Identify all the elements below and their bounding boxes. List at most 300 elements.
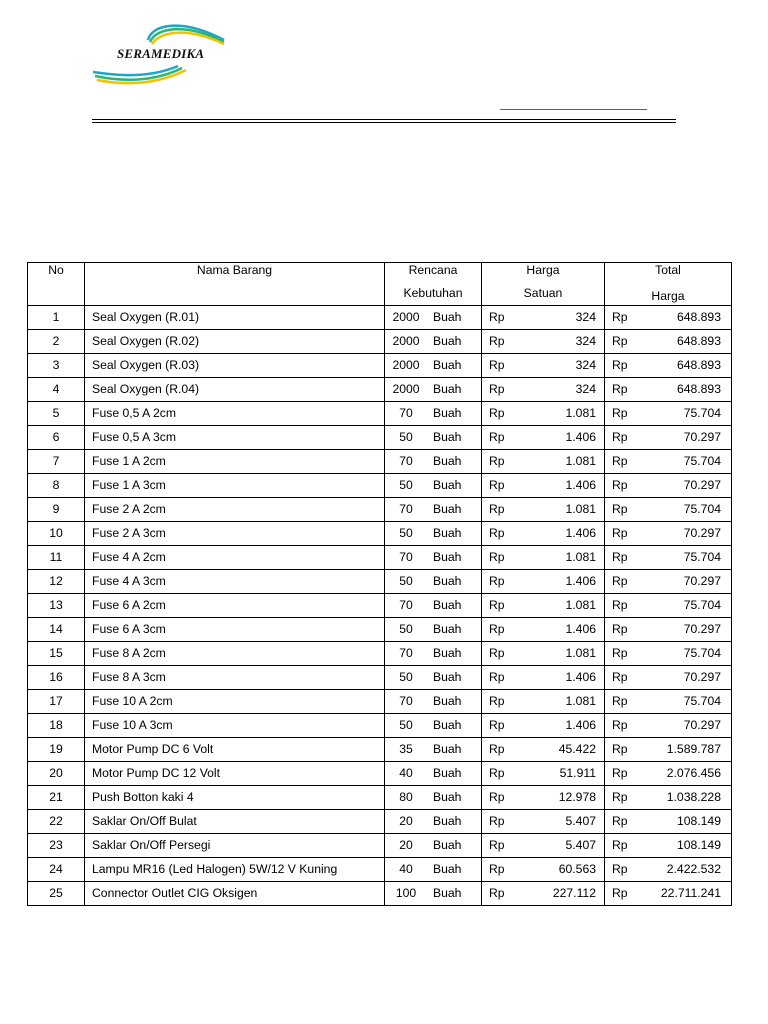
header-no <box>28 263 85 306</box>
row-qty: 70 <box>399 502 413 516</box>
row-unit: Buah <box>433 670 462 684</box>
row-item-name: Fuse 1 A 3cm <box>85 474 385 498</box>
row-unit: Buah <box>433 358 462 372</box>
row-total-cell <box>605 642 732 666</box>
row-total-currency: Rp <box>612 886 628 900</box>
row-unit: Buah <box>433 430 462 444</box>
row-qty: 20 <box>399 814 413 828</box>
header-qty-line1: Rencana <box>408 263 458 277</box>
row-price-currency: Rp <box>489 502 505 516</box>
row-price-currency: Rp <box>489 718 505 732</box>
row-price: 1.406 <box>565 526 596 540</box>
row-unit: Buah <box>433 862 462 876</box>
row-qty-cell <box>385 882 482 906</box>
row-price: 1.081 <box>565 454 596 468</box>
table-row <box>28 882 732 906</box>
row-price-currency: Rp <box>489 790 505 804</box>
row-no: 16 <box>28 666 85 690</box>
row-price-cell <box>482 786 605 810</box>
row-total-currency: Rp <box>612 382 628 396</box>
row-unit: Buah <box>433 766 462 780</box>
row-price-currency: Rp <box>489 478 505 492</box>
row-qty: 80 <box>399 790 413 804</box>
row-no: 6 <box>28 426 85 450</box>
row-qty: 70 <box>399 406 413 420</box>
row-price: 51.911 <box>559 766 596 780</box>
row-qty: 40 <box>399 862 413 876</box>
row-total: 70.297 <box>683 718 721 732</box>
row-total-currency: Rp <box>612 622 628 636</box>
row-price-cell <box>482 666 605 690</box>
row-price-cell <box>482 306 605 330</box>
row-total-currency: Rp <box>612 574 628 588</box>
row-total-currency: Rp <box>612 454 628 468</box>
row-qty-cell <box>385 474 482 498</box>
row-total-cell <box>605 786 732 810</box>
header-price-line2: Satuan <box>523 286 563 300</box>
row-total-cell <box>605 450 732 474</box>
row-item-name: Fuse 10 A 3cm <box>85 714 385 738</box>
table-row <box>28 498 732 522</box>
row-unit: Buah <box>433 838 462 852</box>
row-total: 108.149 <box>676 814 721 828</box>
row-total: 75.704 <box>683 598 721 612</box>
row-qty-cell <box>385 786 482 810</box>
row-unit: Buah <box>433 334 462 348</box>
row-qty-cell <box>385 618 482 642</box>
table-row <box>28 714 732 738</box>
row-no: 21 <box>28 786 85 810</box>
row-total: 70.297 <box>683 670 721 684</box>
row-total-currency: Rp <box>612 814 628 828</box>
row-qty: 70 <box>399 694 413 708</box>
row-price: 1.406 <box>565 718 596 732</box>
row-unit: Buah <box>433 310 462 324</box>
row-item-name: Fuse 8 A 3cm <box>85 666 385 690</box>
row-qty-cell <box>385 690 482 714</box>
row-item-name: Fuse 2 A 2cm <box>85 498 385 522</box>
row-qty-cell <box>385 378 482 402</box>
row-no: 18 <box>28 714 85 738</box>
row-price-cell <box>482 858 605 882</box>
table-row <box>28 402 732 426</box>
row-total-cell <box>605 618 732 642</box>
row-total-cell <box>605 858 732 882</box>
row-price: 324 <box>575 358 596 372</box>
row-price-cell <box>482 378 605 402</box>
row-item-name: Seal Oxygen (R.02) <box>85 330 385 354</box>
row-total-currency: Rp <box>612 598 628 612</box>
row-item-name: Fuse 6 A 2cm <box>85 594 385 618</box>
row-total: 648.893 <box>676 334 721 348</box>
row-total: 75.704 <box>683 646 721 660</box>
row-item-name: Saklar On/Off Bulat <box>85 810 385 834</box>
row-price-cell <box>482 426 605 450</box>
row-unit: Buah <box>433 694 462 708</box>
row-qty-cell <box>385 402 482 426</box>
row-no: 17 <box>28 690 85 714</box>
row-no: 19 <box>28 738 85 762</box>
row-total: 2.076.456 <box>666 766 721 780</box>
row-price: 1.081 <box>565 694 596 708</box>
row-no: 1 <box>28 306 85 330</box>
row-item-name: Fuse 4 A 3cm <box>85 570 385 594</box>
row-item-name: Fuse 4 A 2cm <box>85 546 385 570</box>
row-qty: 35 <box>399 742 413 756</box>
row-price-cell <box>482 474 605 498</box>
row-total-currency: Rp <box>612 310 628 324</box>
row-price-currency: Rp <box>489 310 505 324</box>
row-qty-cell <box>385 834 482 858</box>
row-item-name: Connector Outlet CIG Oksigen <box>85 882 385 906</box>
row-no: 3 <box>28 354 85 378</box>
row-qty: 20 <box>399 838 413 852</box>
table-row <box>28 426 732 450</box>
row-qty: 50 <box>399 574 413 588</box>
row-item-name: Fuse 6 A 3cm <box>85 618 385 642</box>
logo-text: SERAMEDIKA <box>117 46 205 61</box>
header-total-line2: Harga <box>651 289 685 303</box>
row-qty-cell <box>385 762 482 786</box>
row-total: 1.038.228 <box>666 790 721 804</box>
row-total: 70.297 <box>683 430 721 444</box>
row-price-currency: Rp <box>489 550 505 564</box>
row-total: 648.893 <box>676 310 721 324</box>
row-unit: Buah <box>433 406 462 420</box>
row-item-name: Push Botton kaki 4 <box>85 786 385 810</box>
row-price-cell <box>482 330 605 354</box>
row-item-name: Seal Oxygen (R.01) <box>85 306 385 330</box>
table-row <box>28 354 732 378</box>
row-qty: 50 <box>399 670 413 684</box>
row-qty: 50 <box>399 526 413 540</box>
company-logo <box>90 20 230 86</box>
row-total-cell <box>605 714 732 738</box>
table-row <box>28 738 732 762</box>
row-item-name: Fuse 10 A 2cm <box>85 690 385 714</box>
row-price-currency: Rp <box>489 454 505 468</box>
row-item-name: Seal Oxygen (R.03) <box>85 354 385 378</box>
row-total-cell <box>605 690 732 714</box>
row-total-currency: Rp <box>612 406 628 420</box>
row-unit: Buah <box>433 886 462 900</box>
item-table <box>27 262 732 906</box>
row-price: 324 <box>575 310 596 324</box>
row-qty: 50 <box>399 478 413 492</box>
row-qty: 70 <box>399 646 413 660</box>
row-item-name: Motor Pump DC 6 Volt <box>85 738 385 762</box>
row-price-cell <box>482 834 605 858</box>
row-no: 9 <box>28 498 85 522</box>
row-unit: Buah <box>433 574 462 588</box>
row-total-cell <box>605 738 732 762</box>
row-total-currency: Rp <box>612 742 628 756</box>
row-total-cell <box>605 522 732 546</box>
row-total-currency: Rp <box>612 358 628 372</box>
row-price: 324 <box>575 382 596 396</box>
row-price-cell <box>482 690 605 714</box>
row-price-currency: Rp <box>489 742 505 756</box>
header-rule-bottom <box>92 122 676 123</box>
row-price: 60.563 <box>558 862 596 876</box>
row-price-cell <box>482 498 605 522</box>
row-price: 1.406 <box>565 430 596 444</box>
row-unit: Buah <box>433 382 462 396</box>
row-no: 23 <box>28 834 85 858</box>
table-row <box>28 858 732 882</box>
row-total-currency: Rp <box>612 862 628 876</box>
row-price-currency: Rp <box>489 526 505 540</box>
row-price-cell <box>482 882 605 906</box>
row-price: 1.081 <box>565 502 596 516</box>
row-total: 1.589.787 <box>666 742 721 756</box>
header-qty-line2: Kebutuhan <box>403 286 463 300</box>
row-no: 7 <box>28 450 85 474</box>
row-qty-cell <box>385 522 482 546</box>
header-price <box>482 263 605 306</box>
row-item-name: Fuse 2 A 3cm <box>85 522 385 546</box>
row-price: 1.081 <box>565 550 596 564</box>
row-item-name: Fuse 0,5 A 3cm <box>85 426 385 450</box>
header-no-label: No <box>48 263 64 277</box>
row-qty: 40 <box>399 766 413 780</box>
row-item-name: Seal Oxygen (R.04) <box>85 378 385 402</box>
row-qty: 50 <box>399 430 413 444</box>
row-no: 4 <box>28 378 85 402</box>
row-total-cell <box>605 402 732 426</box>
row-qty-cell <box>385 426 482 450</box>
table-row <box>28 330 732 354</box>
row-unit: Buah <box>433 622 462 636</box>
row-total-currency: Rp <box>612 550 628 564</box>
header-name <box>85 263 385 306</box>
row-no: 10 <box>28 522 85 546</box>
row-price-currency: Rp <box>489 838 505 852</box>
row-unit: Buah <box>433 742 462 756</box>
row-price-currency: Rp <box>489 862 505 876</box>
row-price-cell <box>482 714 605 738</box>
row-total: 75.704 <box>683 406 721 420</box>
header-qty <box>385 263 482 306</box>
row-qty-cell <box>385 666 482 690</box>
row-price-cell <box>482 762 605 786</box>
row-total-cell <box>605 882 732 906</box>
row-qty-cell <box>385 714 482 738</box>
row-total: 22.711.241 <box>660 886 721 900</box>
row-total: 70.297 <box>683 526 721 540</box>
table-row <box>28 834 732 858</box>
row-unit: Buah <box>433 550 462 564</box>
row-price-currency: Rp <box>489 574 505 588</box>
row-qty: 50 <box>399 622 413 636</box>
row-price-currency: Rp <box>489 382 505 396</box>
header-name-label: Nama Barang <box>196 263 273 277</box>
row-no: 22 <box>28 810 85 834</box>
row-qty: 70 <box>399 550 413 564</box>
row-price-currency: Rp <box>489 622 505 636</box>
row-price-cell <box>482 402 605 426</box>
row-price-currency: Rp <box>489 646 505 660</box>
row-no: 24 <box>28 858 85 882</box>
row-price: 1.081 <box>565 598 596 612</box>
row-price-cell <box>482 354 605 378</box>
row-total-currency: Rp <box>612 838 628 852</box>
table-row <box>28 378 732 402</box>
row-qty: 2000 <box>392 382 420 396</box>
row-qty-cell <box>385 498 482 522</box>
table-row <box>28 786 732 810</box>
table-row <box>28 522 732 546</box>
row-price: 1.081 <box>565 406 596 420</box>
row-price: 324 <box>575 334 596 348</box>
row-total-cell <box>605 834 732 858</box>
row-qty: 70 <box>399 598 413 612</box>
row-total-currency: Rp <box>612 766 628 780</box>
row-price: 1.081 <box>565 646 596 660</box>
row-price: 1.406 <box>565 574 596 588</box>
row-price: 45.422 <box>558 742 596 756</box>
row-no: 5 <box>28 402 85 426</box>
row-price: 5.407 <box>565 814 596 828</box>
row-price-currency: Rp <box>489 670 505 684</box>
row-qty-cell <box>385 354 482 378</box>
row-qty-cell <box>385 810 482 834</box>
row-qty-cell <box>385 306 482 330</box>
row-price-currency: Rp <box>489 886 505 900</box>
row-price-currency: Rp <box>489 694 505 708</box>
row-item-name: Fuse 1 A 2cm <box>85 450 385 474</box>
row-total-cell <box>605 666 732 690</box>
row-qty-cell <box>385 450 482 474</box>
table-row <box>28 570 732 594</box>
row-total-currency: Rp <box>612 430 628 444</box>
table-row <box>28 762 732 786</box>
row-qty-cell <box>385 546 482 570</box>
row-total-cell <box>605 330 732 354</box>
row-qty: 2000 <box>392 310 420 324</box>
row-qty-cell <box>385 738 482 762</box>
header-rule-top <box>92 119 676 120</box>
row-no: 25 <box>28 882 85 906</box>
row-no: 15 <box>28 642 85 666</box>
row-qty: 100 <box>395 886 417 900</box>
row-total: 75.704 <box>683 502 721 516</box>
row-total: 648.893 <box>676 358 721 372</box>
table-row <box>28 810 732 834</box>
header-price-line1: Harga <box>526 263 560 277</box>
row-price-cell <box>482 522 605 546</box>
row-total-cell <box>605 378 732 402</box>
table-row <box>28 594 732 618</box>
row-price: 1.406 <box>565 622 596 636</box>
table-row <box>28 306 732 330</box>
row-total: 70.297 <box>683 622 721 636</box>
row-total-currency: Rp <box>612 718 628 732</box>
row-price-currency: Rp <box>489 406 505 420</box>
row-price-cell <box>482 546 605 570</box>
row-price-currency: Rp <box>489 430 505 444</box>
row-total-cell <box>605 546 732 570</box>
row-unit: Buah <box>433 790 462 804</box>
row-unit: Buah <box>433 598 462 612</box>
table-row <box>28 474 732 498</box>
row-total-currency: Rp <box>612 478 628 492</box>
row-total-cell <box>605 306 732 330</box>
row-price-cell <box>482 810 605 834</box>
row-price-cell <box>482 570 605 594</box>
row-no: 12 <box>28 570 85 594</box>
row-price-cell <box>482 594 605 618</box>
row-no: 20 <box>28 762 85 786</box>
row-total-cell <box>605 762 732 786</box>
table-row <box>28 642 732 666</box>
row-item-name: Saklar On/Off Persegi <box>85 834 385 858</box>
row-item-name: Fuse 0,5 A 2cm <box>85 402 385 426</box>
row-total-cell <box>605 810 732 834</box>
row-unit: Buah <box>433 478 462 492</box>
row-total-currency: Rp <box>612 502 628 516</box>
row-price: 5.407 <box>565 838 596 852</box>
table-row <box>28 450 732 474</box>
row-price-cell <box>482 618 605 642</box>
row-unit: Buah <box>433 502 462 516</box>
row-total: 108.149 <box>676 838 721 852</box>
row-price-currency: Rp <box>489 814 505 828</box>
row-qty-cell <box>385 594 482 618</box>
row-total-cell <box>605 354 732 378</box>
row-qty: 2000 <box>392 358 420 372</box>
row-item-name: Fuse 8 A 2cm <box>85 642 385 666</box>
row-price: 227.112 <box>552 886 596 900</box>
table-row <box>28 666 732 690</box>
row-price-cell <box>482 642 605 666</box>
row-unit: Buah <box>433 814 462 828</box>
row-qty: 70 <box>399 454 413 468</box>
header-total-line1: Total <box>655 263 681 277</box>
row-qty: 2000 <box>392 334 420 348</box>
row-total: 75.704 <box>683 694 721 708</box>
row-price: 12.978 <box>558 790 596 804</box>
row-qty: 50 <box>399 718 413 732</box>
row-price-cell <box>482 450 605 474</box>
row-item-name: Lampu MR16 (Led Halogen) 5W/12 V Kuning <box>85 858 385 882</box>
row-total-currency: Rp <box>612 694 628 708</box>
row-total-currency: Rp <box>612 526 628 540</box>
row-qty-cell <box>385 642 482 666</box>
row-price-currency: Rp <box>489 766 505 780</box>
row-total-cell <box>605 498 732 522</box>
row-total: 648.893 <box>676 382 721 396</box>
row-total-currency: Rp <box>612 334 628 348</box>
row-total: 2.422.532 <box>666 862 721 876</box>
row-price: 1.406 <box>565 670 596 684</box>
row-total: 70.297 <box>683 478 721 492</box>
row-unit: Buah <box>433 526 462 540</box>
row-no: 14 <box>28 618 85 642</box>
row-qty-cell <box>385 330 482 354</box>
table-row <box>28 618 732 642</box>
row-no: 8 <box>28 474 85 498</box>
row-price-currency: Rp <box>489 334 505 348</box>
hyperlink-underline <box>500 109 647 110</box>
row-price-cell <box>482 738 605 762</box>
table-header-row <box>28 263 732 306</box>
row-total: 70.297 <box>683 574 721 588</box>
row-total: 75.704 <box>683 454 721 468</box>
row-unit: Buah <box>433 646 462 660</box>
row-total-cell <box>605 426 732 450</box>
row-qty-cell <box>385 858 482 882</box>
